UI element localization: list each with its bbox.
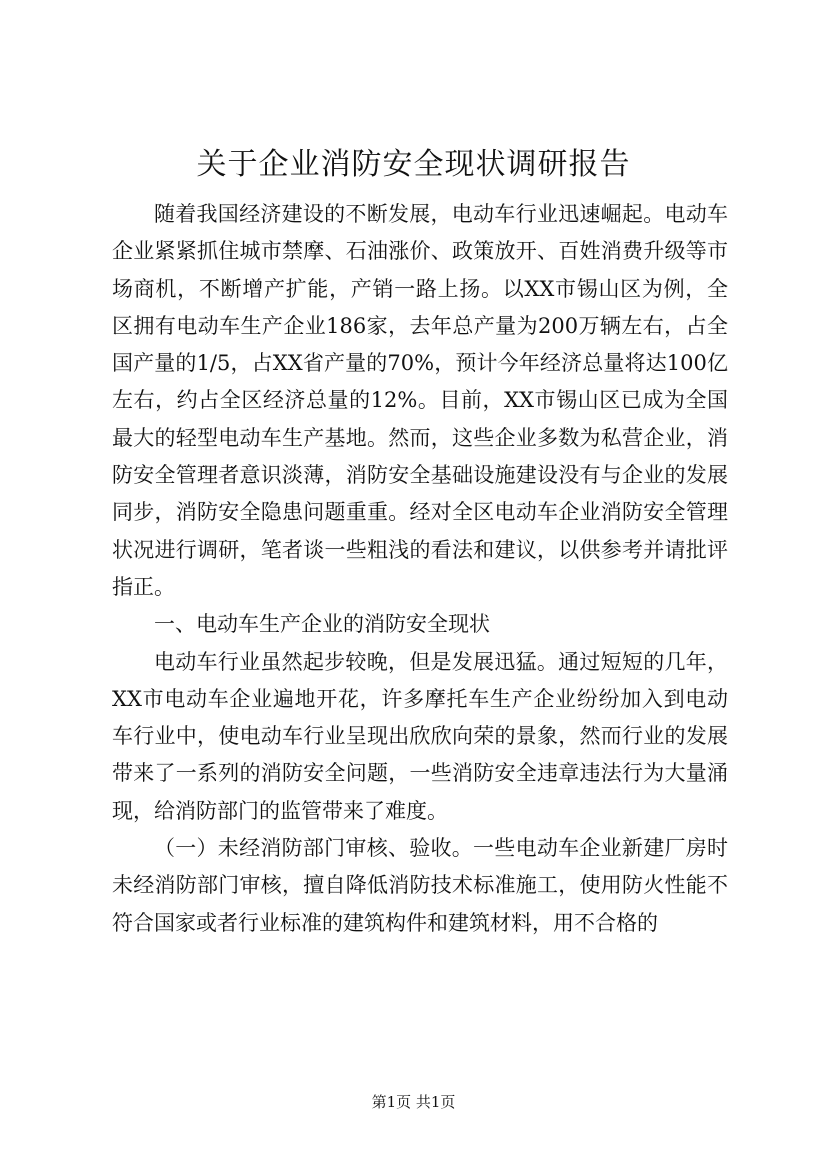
document-body [112, 196, 728, 942]
paragraph-subsection-1: （一）未经消防部门审核、验收。一些电动车企业新建厂房时未经消防部门审核，擅自降低消防技术标准施工，使用防火性能不符合国家或者行业标准的建筑构件和建筑材料，用不合格的 [112, 836, 728, 935]
paragraph-section-overview: 电动车行业虽然起步较晚，但是发展迅猛。通过短短的几年，XX市电动车企业遍地开花，许多摩托车生产企业纷纷加入到电动车行业中，使电动车行业呈现出欣欣向荣的景象，然而行业的发展带来了一系列的消防安全问题，一些消防安全违章违法行为大量涌现，给消防部门的监管带来了难度。 [112, 649, 728, 823]
page-number-footer: 第1页 共1页 [371, 1093, 456, 1111]
paragraph-intro: 随着我国经济建设的不断发展，电动车行业迅速崛起。电动车企业紧紧抓住城市禁摩、石油涨价、政策放开、百姓消费升级等市场商机，不断增产扩能，产销一路上扬。以XX市锡山区为例，全区拥有电动车生产企业186家，去年总产量为200万辆左右，占全国产量的1/5，占XX省产量的70%，预计今年经济总量将达100亿左右，约占全区经济总量的12%。目前，XX市锡山区已成为全国最大的轻型电动车生产基地。然而，这些企业多数为私营企业，消防安全管理者意识淡薄，消防安全基础设施建设没有与企业的发展同步，消防安全隐患问题重重。经对全区电动车企业消防安全管理状况进行调研，笔者谈一些粗浅的看法和建议，以供参考并请批评指正。 [112, 202, 728, 599]
section-heading: 一、电动车生产企业的消防安全现状 [154, 612, 490, 637]
document-title: 关于企业消防安全现状调研报告 [196, 147, 631, 182]
